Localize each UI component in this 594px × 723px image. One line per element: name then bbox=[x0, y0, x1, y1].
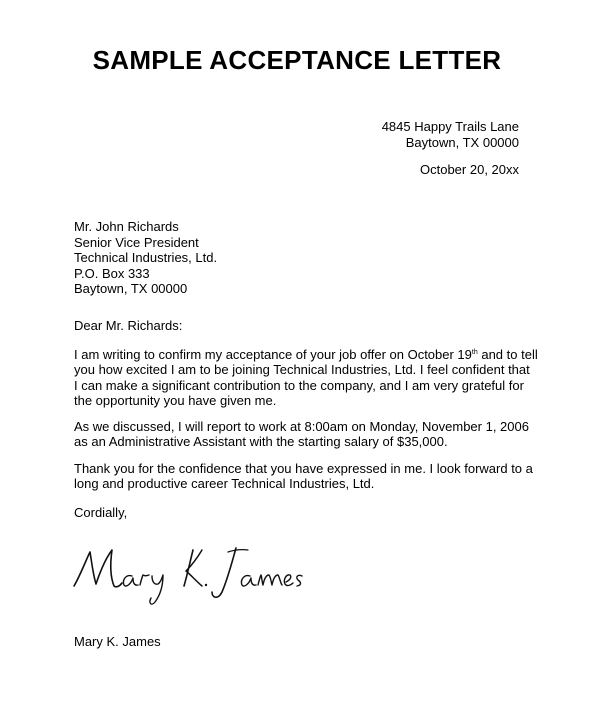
paragraph-line: Thank you for the confidence that you have expressed in me. I look forward to a bbox=[74, 461, 533, 476]
paragraph-text: and to tell bbox=[477, 347, 538, 362]
handwritten-signature bbox=[66, 540, 346, 610]
letter-date: October 20, 20xx bbox=[420, 162, 519, 177]
recipient-address bbox=[74, 219, 217, 297]
recipient-company: Technical Industries, Ltd. bbox=[74, 250, 218, 265]
body-paragraph-2 bbox=[74, 419, 529, 450]
sender-street: 4845 Happy Trails Lane bbox=[381, 119, 519, 134]
letter-title: SAMPLE ACCEPTANCE LETTER bbox=[92, 45, 502, 75]
salutation: Dear Mr. Richards: bbox=[74, 318, 183, 333]
sender-address bbox=[382, 119, 519, 151]
paragraph-line: As we discussed, I will report to work at 8:00am on Monday, November 1, 2006 bbox=[74, 419, 529, 434]
paragraph-line bbox=[74, 347, 538, 362]
body-paragraph-3 bbox=[74, 461, 533, 492]
paragraph-line: you how excited I am to be joining Technical Industries, Ltd. I feel confident that bbox=[74, 362, 530, 378]
recipient-position: Senior Vice President bbox=[74, 234, 199, 250]
paragraph-line: long and productive career Technical Industries, Ltd. bbox=[74, 476, 375, 492]
paragraph-line: the opportunity you have given me. bbox=[74, 393, 277, 409]
recipient-po-box: P.O. Box 333 bbox=[74, 265, 150, 281]
printed-name: Mary K. James bbox=[74, 634, 161, 649]
closing: Cordially, bbox=[74, 505, 128, 520]
paragraph-line: as an Administrative Assistant with the starting salary of $35,000. bbox=[74, 434, 448, 450]
ordinal-suffix: th bbox=[471, 349, 478, 356]
recipient-city: Baytown, TX 00000 bbox=[74, 281, 188, 296]
body-paragraph-1 bbox=[74, 347, 538, 409]
paragraph-line: I can make a significant contribution to the company, and I am very grateful for bbox=[74, 377, 524, 393]
recipient-name: Mr. John Richards bbox=[74, 219, 179, 234]
paragraph-text: I am writing to confirm my acceptance of your job offer on October 19 bbox=[74, 347, 472, 362]
sender-city: Baytown, TX 00000 bbox=[405, 135, 519, 150]
